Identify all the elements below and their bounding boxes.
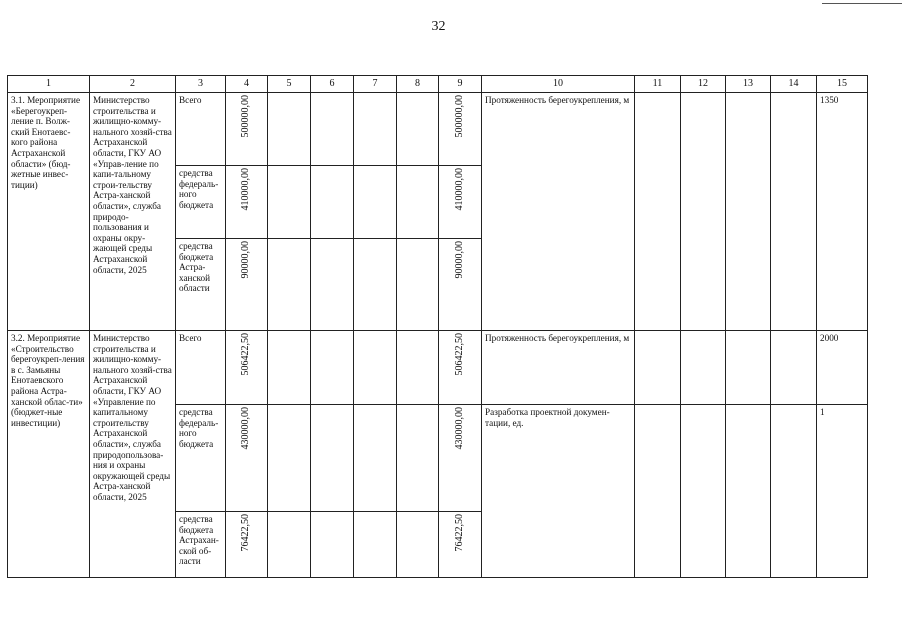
- col-header: 13: [726, 76, 771, 93]
- funding-source: Всего: [176, 331, 226, 405]
- funding-source: средства бюджета Астрахан-ской об-ласти: [176, 512, 226, 578]
- col-header: 4: [226, 76, 268, 93]
- program-table: [7, 75, 868, 578]
- amount-col4: 500000,00: [226, 93, 268, 166]
- amount-col9: 500000,00: [439, 93, 482, 166]
- amount-col4: 430000,00: [226, 405, 268, 512]
- table-row: [8, 331, 868, 405]
- col-header: 12: [681, 76, 726, 93]
- col-header: 7: [354, 76, 397, 93]
- col-header: 11: [635, 76, 681, 93]
- indicator-text: Протяженность берегоукрепления, м: [482, 331, 635, 405]
- col-header: 10: [482, 76, 635, 93]
- executor: Министерство строительства и жилищно-комму-нального хозяй-ства Астраханской области, ГКУ АО «Управ-ление по капи-тальному строи-тельству Астра-ханской области», служба природо-пользования и охраны окру-жающей среды Астраханской области, 2025: [90, 93, 176, 331]
- col-header: 2: [90, 76, 176, 93]
- amount-col4: 506422,50: [226, 331, 268, 405]
- indicator-value: 2000: [817, 331, 868, 405]
- amount-col9: 410000,00: [439, 166, 482, 239]
- amount-col9: 90000,00: [439, 239, 482, 331]
- col-header: 15: [817, 76, 868, 93]
- corner-rule: [822, 3, 902, 4]
- table-row: [8, 93, 868, 166]
- indicator-value: 1: [817, 405, 868, 578]
- col-header: 9: [439, 76, 482, 93]
- col-header: 6: [311, 76, 354, 93]
- indicator-text: Протяженность берегоукрепления, м: [482, 93, 635, 331]
- col-header: 1: [8, 76, 90, 93]
- col-header: 8: [397, 76, 439, 93]
- funding-source: средства федераль-ного бюджета: [176, 405, 226, 512]
- funding-source: Всего: [176, 93, 226, 166]
- activity-name: 3.1. Мероприятие «Берегоукреп-ление п. Волж-ский Енотаевс-кого района Астраханской области» (бюд-жетные инвес-тиции): [8, 93, 90, 331]
- header-row: [8, 76, 868, 93]
- amount-col9: 76422,50: [439, 512, 482, 578]
- col-header: 5: [268, 76, 311, 93]
- amount-col4: 76422,50: [226, 512, 268, 578]
- amount-col9: 506422,50: [439, 331, 482, 405]
- funding-source: средства федераль-ного бюджета: [176, 166, 226, 239]
- amount-col4: 410000,00: [226, 166, 268, 239]
- indicator-text: Разработка проектной докумен-тации, ед.: [482, 405, 635, 578]
- col-header: 3: [176, 76, 226, 93]
- funding-source: средства бюджета Астра-ханской области: [176, 239, 226, 331]
- activity-name: 3.2. Мероприятие «Строительство берегоукреп-ления в с. Замьяны Енотаевского района Астра-ханской облас-ти» (бюджет-ные инвестиции): [8, 331, 90, 578]
- indicator-value: 1350: [817, 93, 868, 331]
- executor: Министерство строительства и жилищно-комму-нального хозяй-ства Астраханской области, ГКУ АО «Управление по капитальному строительству Астраханской области», служба природопользова-ния и охраны окружающей среды Астра-ханской области, 2025: [90, 331, 176, 578]
- page-number: 32: [431, 19, 446, 34]
- col-header: 14: [771, 76, 817, 93]
- amount-col9: 430000,00: [439, 405, 482, 512]
- amount-col4: 90000,00: [226, 239, 268, 331]
